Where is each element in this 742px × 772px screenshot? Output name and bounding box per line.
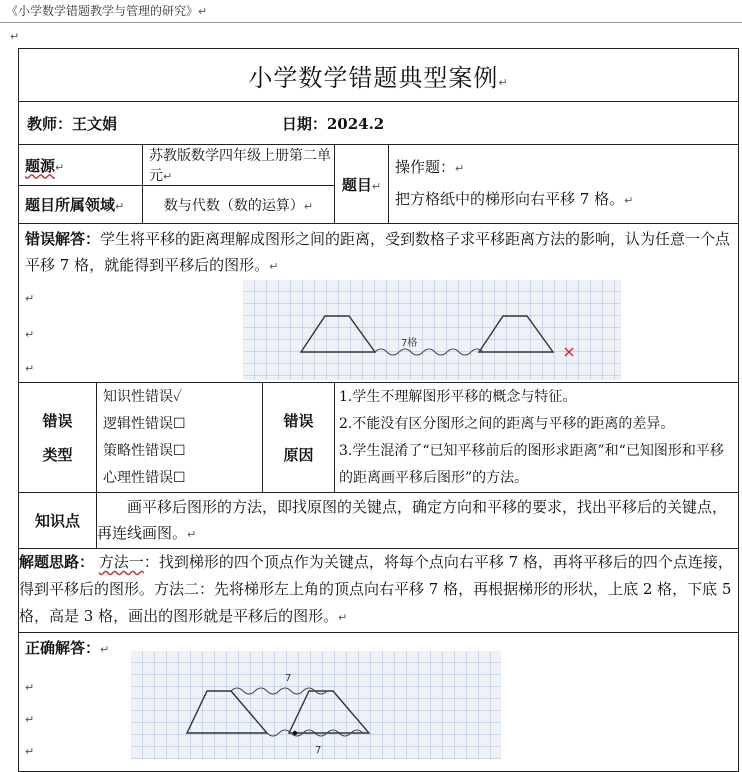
error-option-label: 策略性错误 bbox=[103, 442, 173, 459]
question-label-cell bbox=[335, 145, 389, 224]
error-option-label: 知识性错误 bbox=[103, 388, 173, 405]
knowledge-label-cell bbox=[19, 493, 97, 549]
error-reason-label-line2: 原因 bbox=[283, 445, 314, 464]
grid-paper bbox=[243, 280, 621, 380]
error-option[interactable] bbox=[99, 384, 262, 411]
case-title-cell bbox=[19, 49, 739, 102]
vertex-dot bbox=[293, 731, 297, 735]
grid-paper bbox=[131, 651, 501, 759]
paragraph-mark-icon: ↵ bbox=[55, 160, 65, 174]
error-reason-label-line1: 错误 bbox=[283, 411, 314, 430]
error-option-label: 逻辑性错误 bbox=[103, 415, 173, 432]
error-type-label-line2: 类型 bbox=[42, 445, 73, 464]
running-title: 《小学数学错题教学与管理的研究》 bbox=[6, 4, 199, 18]
paragraph-mark-icon: ↵ bbox=[371, 179, 382, 193]
check-mark-icon: ✓ bbox=[173, 388, 183, 405]
bottom-distance-annotation: 7 bbox=[315, 745, 322, 756]
question-line1: 操作题： bbox=[395, 158, 456, 176]
paragraph-mark-icon: ↵ bbox=[338, 611, 348, 624]
error-reason-item: 2.不能没有区分图形之间的距离与平移的距离的差异。 bbox=[339, 415, 675, 432]
running-header bbox=[6, 2, 207, 19]
domain-label-cell bbox=[19, 186, 143, 224]
wrong-answer-figure bbox=[243, 280, 621, 380]
case-title: 小学数学错题典型案例 bbox=[248, 63, 499, 92]
paragraph-mark-icon: ↵ bbox=[269, 260, 279, 273]
checkbox-icon: ☐ bbox=[173, 415, 186, 432]
source-label: 题源 bbox=[25, 156, 56, 175]
paragraph-mark-icon: ↵ bbox=[303, 199, 314, 213]
question-line2: 把方格纸中的梯形向右平移 7 格。 bbox=[395, 190, 625, 208]
solution-label: 解题思路： bbox=[19, 553, 95, 571]
wrong-answer-cell bbox=[19, 224, 739, 383]
paragraph-mark-icon: ↵ bbox=[10, 30, 20, 43]
date-label: 日期： bbox=[281, 114, 327, 133]
source-label-cell bbox=[19, 145, 143, 186]
paragraph-mark-icon: ↵ bbox=[100, 643, 110, 656]
paragraph-mark-icon: ↵ bbox=[25, 292, 35, 305]
checkbox-icon: ☐ bbox=[173, 442, 186, 459]
paragraph-mark-icon: ↵ bbox=[624, 194, 634, 207]
wrong-answer-label: 错误解答： bbox=[25, 230, 101, 248]
top-distance-annotation: 7 bbox=[285, 673, 292, 684]
domain-value-cell bbox=[143, 186, 335, 224]
correct-answer-label: 正确解答： bbox=[25, 639, 101, 657]
teacher-label: 教师： bbox=[27, 114, 73, 133]
date-value: 2024.2 bbox=[326, 114, 385, 133]
paragraph-mark-icon: ↵ bbox=[25, 745, 35, 758]
checkbox-icon: ☐ bbox=[173, 469, 186, 486]
error-type-label-cell bbox=[19, 383, 97, 493]
solution-cell bbox=[19, 549, 739, 633]
paragraph-mark-icon: ↵ bbox=[198, 5, 208, 18]
source-value: 苏教版数学四年级上册第二单元 bbox=[149, 148, 331, 184]
paragraph-mark-icon: ↵ bbox=[25, 713, 35, 726]
error-reasons-cell bbox=[335, 383, 739, 493]
paragraph-mark-icon: ↵ bbox=[25, 328, 35, 341]
paragraph-mark-icon: ↵ bbox=[187, 527, 197, 541]
knowledge-text-cell bbox=[97, 493, 739, 549]
solution-text: ：找到梯形的四个顶点作为关键点，将每个点向右平移 7 格，再将平移后的四个点连接，得到平移后的图形。方法二：先将梯形左上角的顶点向右平移 7 格，再根据梯形的形状，上底 2 格，下底 5 格，高是 3 格，画出的图形就是平移后的图形。 bbox=[19, 553, 733, 625]
case-table bbox=[18, 48, 739, 772]
error-option[interactable] bbox=[99, 465, 262, 492]
distance-annotation: 7格 bbox=[401, 338, 418, 349]
teacher-name: 王文娟 bbox=[72, 114, 118, 133]
error-option-label: 心理性错误 bbox=[103, 469, 173, 486]
paragraph-mark-icon: ↵ bbox=[25, 681, 35, 694]
error-type-label-line1: 错误 bbox=[42, 411, 73, 430]
meta-row bbox=[19, 102, 739, 145]
error-reason-item: 3.学生混淆了“已知平移前后的图形求距离”和“已知图形和平移的距离画平移后图形”的方法。 bbox=[339, 442, 724, 486]
header-rule bbox=[0, 22, 742, 23]
knowledge-label: 知识点 bbox=[34, 512, 80, 530]
knowledge-text: 画平移后图形的方法，即找原图的关键点，确定方向和平移的要求，找出平移后的关键点，再连线画图。 bbox=[97, 497, 728, 542]
error-option[interactable] bbox=[99, 411, 262, 438]
paragraph-mark-icon: ↵ bbox=[163, 170, 173, 183]
correct-answer-cell bbox=[19, 633, 739, 772]
question-text-cell bbox=[389, 145, 739, 224]
error-option[interactable] bbox=[99, 438, 262, 465]
method1-label: 方法一 bbox=[98, 553, 144, 571]
error-reason-label-cell bbox=[263, 383, 335, 493]
paragraph-mark-icon: ↵ bbox=[498, 75, 509, 89]
paragraph-mark-icon: ↵ bbox=[455, 162, 465, 175]
domain-value: 数与代数（数的运算） bbox=[163, 197, 304, 214]
error-type-options-cell bbox=[97, 383, 263, 493]
error-reason-item: 1.学生不理解图形平移的概念与特征。 bbox=[339, 388, 577, 405]
paragraph-mark-icon: ↵ bbox=[25, 362, 35, 375]
correct-answer-figure bbox=[131, 651, 501, 759]
paragraph-mark-icon: ↵ bbox=[115, 200, 125, 213]
source-value-cell bbox=[143, 145, 335, 186]
wrong-answer-text: 学生将平移的距离理解成图形之间的距离，受到数格子求平移距离方法的影响，认为任意一个点平移 7 格，就能得到平移后的图形。 bbox=[25, 230, 731, 274]
question-label: 题目 bbox=[341, 175, 372, 194]
domain-label: 题目所属领域 bbox=[25, 196, 116, 214]
